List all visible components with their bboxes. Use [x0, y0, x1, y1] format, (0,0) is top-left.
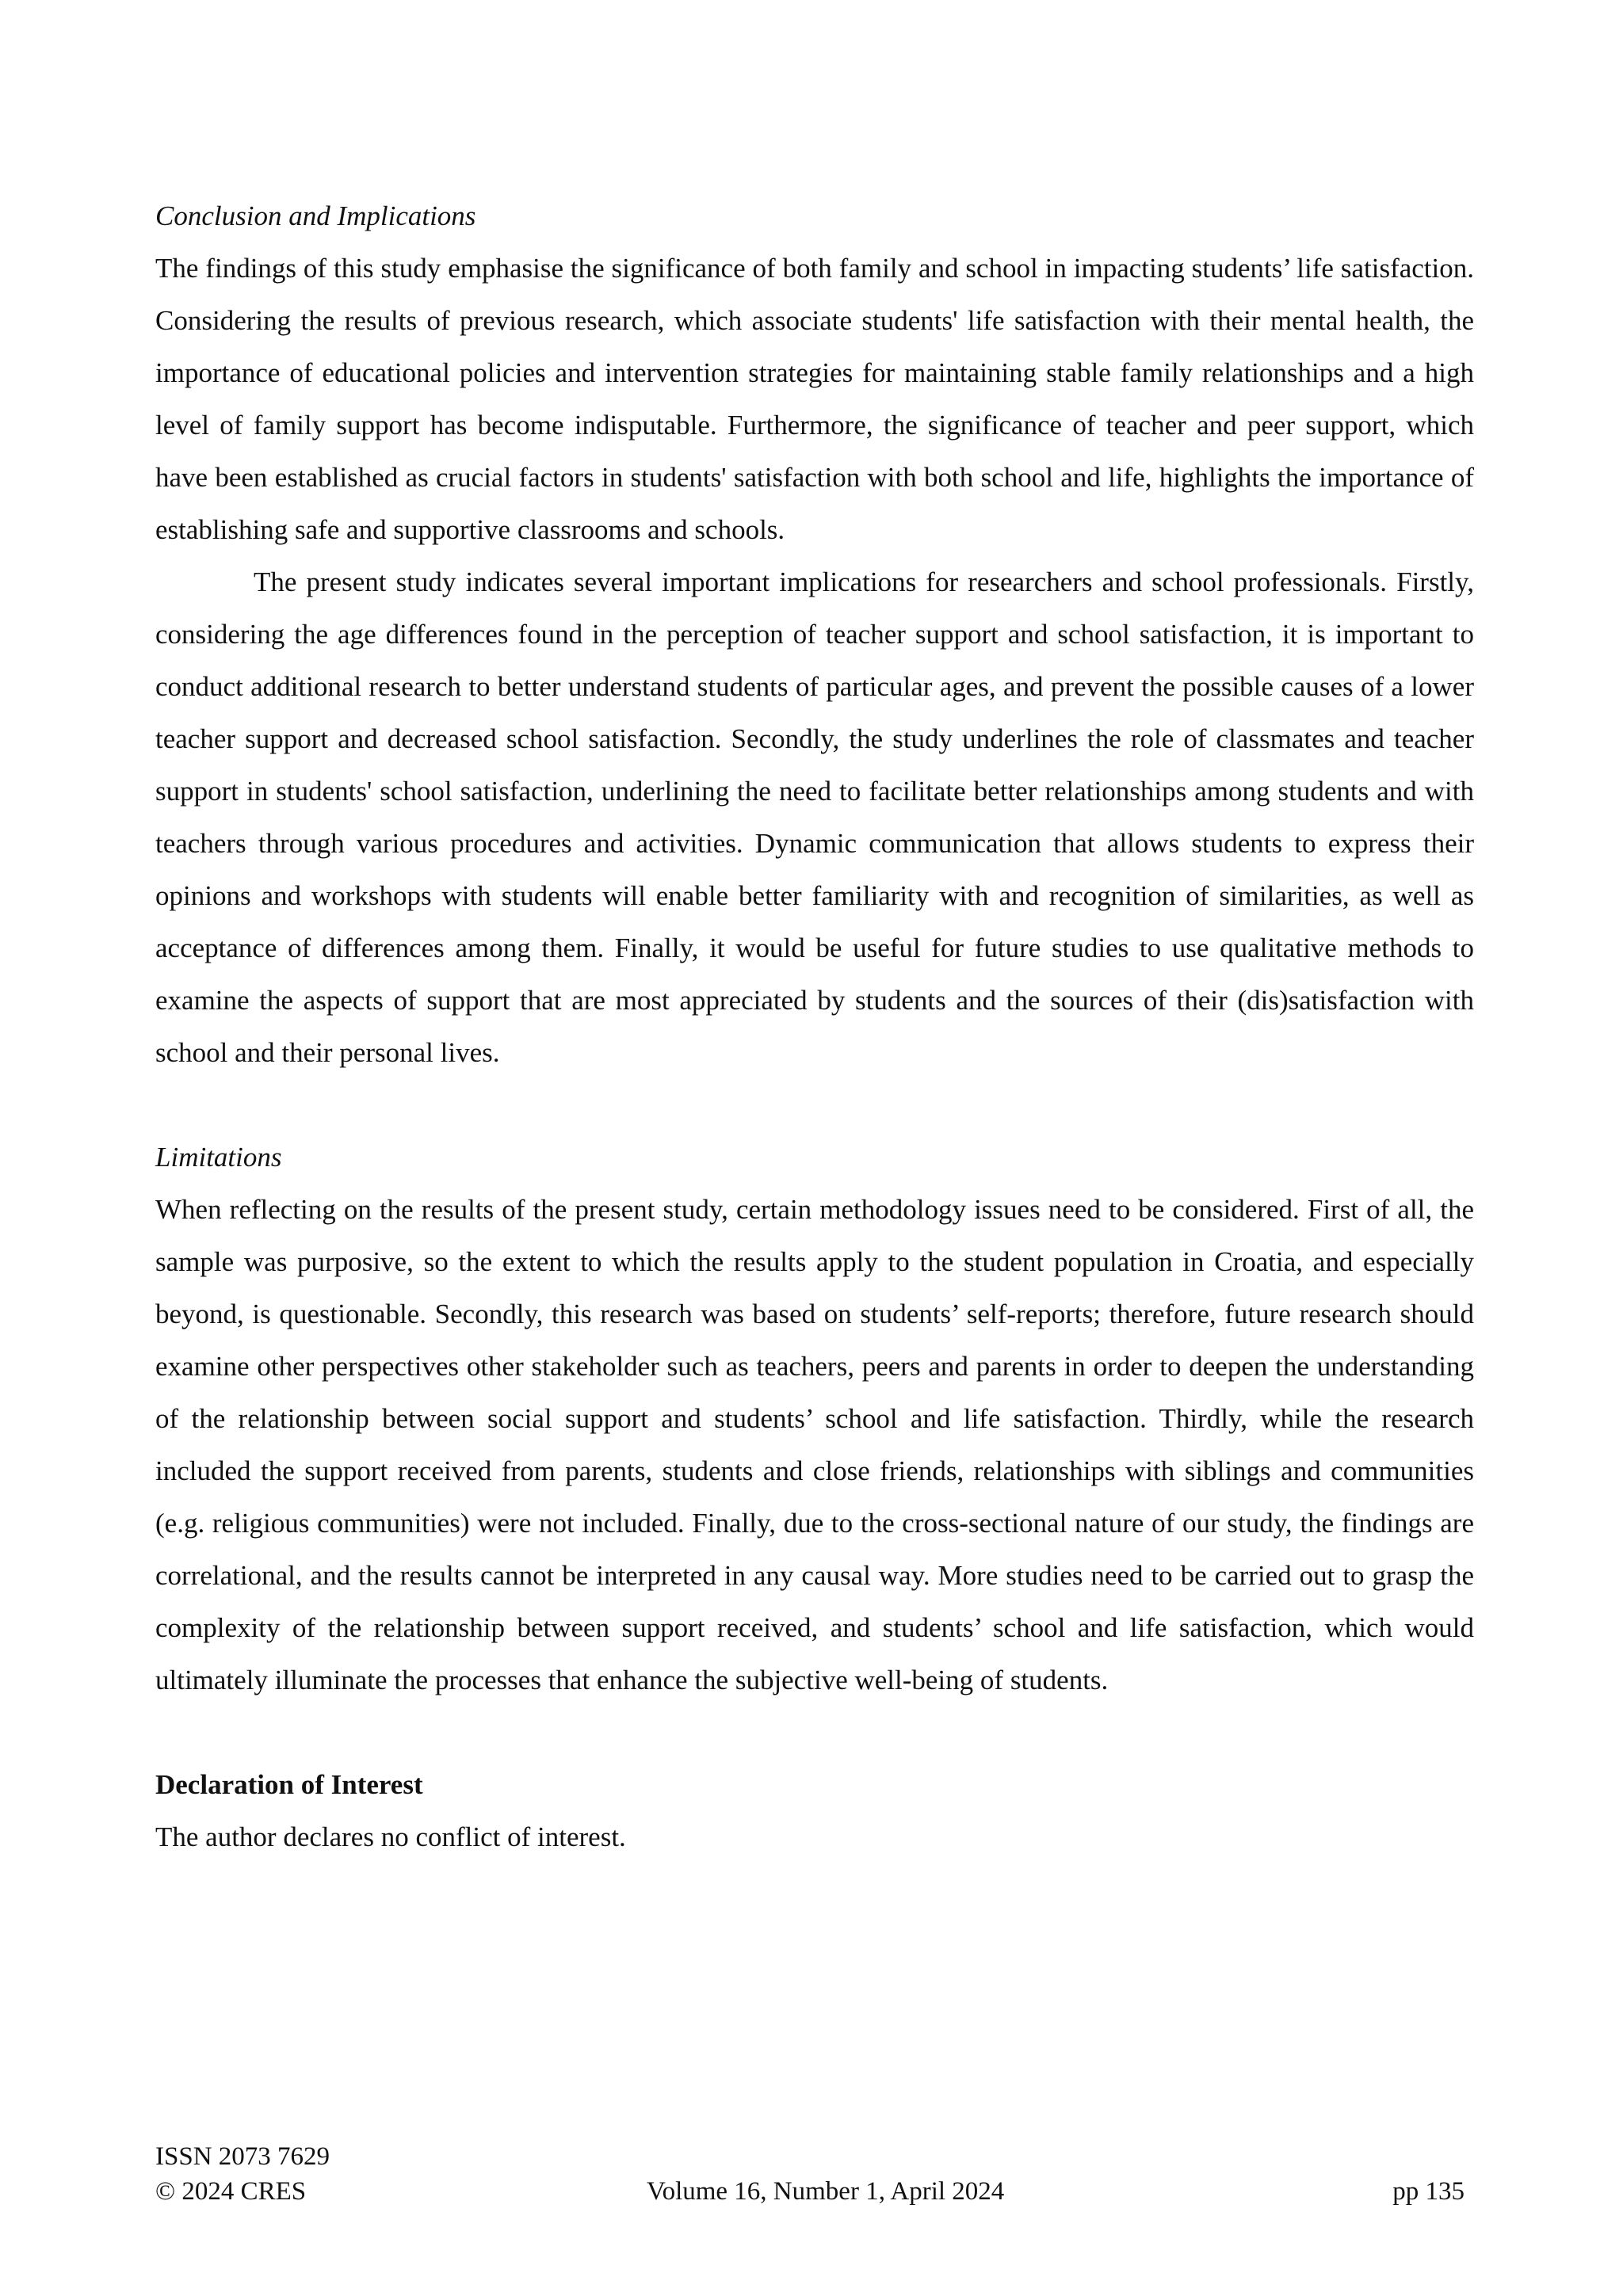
limitations-paragraph: When reflecting on the results of the present study, certain methodology issues need to be considered. First of all, the sample was purposive, so the extent to which the results apply to the student population in Croatia, and especially beyond, is questionable. Secondly, this research was based on students’ self-reports; therefore, future research should examine other perspectives other stakeholder such as teachers, peers and parents in order to deepen the understanding of the relationship between social support and students’ school and life satisfaction. Thirdly, while the research included the support received from parents, students and close friends, relationships with siblings and communities (e.g. religious communities) were not included. Finally, due to the cross-sectional nature of our study, the findings are correlational, and the results cannot be interpreted in any causal way. More studies need to be carried out to grasp the complexity of the relationship between support received, and students’ school and life satisfaction, which would ultimately illuminate the processes that enhance the subjective well-being of students.: [155, 1194, 1474, 1695]
page-body: [155, 190, 1474, 1863]
conclusion-heading: Conclusion and Implications: [155, 200, 476, 231]
footer-volume: Volume 16, Number 1, April 2024: [647, 2177, 1005, 2206]
footer-copyright: © 2024 CRES: [155, 2177, 307, 2206]
declaration-paragraph: The author declares no conflict of interest.: [155, 1821, 626, 1852]
footer-row-main: [155, 2174, 1474, 2209]
section-spacer: [155, 1079, 1474, 1131]
footer-row-issn: [155, 2139, 1474, 2174]
conclusion-paragraph-2: The present study indicates several important implications for researchers and school professionals. Firstly, considering the age differences found in the perception of teacher support and school satisfaction, it is important to conduct additional research to better understand students of particular ages, and prevent the possible causes of a lower teacher support and decreased school satisfaction. Secondly, the study underlines the role of classmates and teacher support in students' school satisfaction, underlining the need to facilitate better relationships among students and with teachers through various procedures and activities. Dynamic communication that allows students to express their opinions and workshops with students will enable better familiarity with and recognition of similarities, as well as acceptance of differences among them. Finally, it would be useful for future studies to use qualitative methods to examine the aspects of support that are most appreciated by students and the sources of their (dis)satisfaction with school and their personal lives.: [155, 566, 1474, 1068]
declaration-heading: Declaration of Interest: [155, 1769, 423, 1800]
conclusion-paragraph-1: The findings of this study emphasise the significance of both family and school in impacting students’ life satisfaction. Considering the results of previous research, which associate students' life satisfaction with their mental health, the importance of educational policies and intervention strategies for maintaining stable family relationships and a high level of family support has become indisputable. Furthermore, the significance of teacher and peer support, which have been established as crucial factors in students' satisfaction with both school and life, highlights the importance of establishing safe and supportive classrooms and schools.: [155, 253, 1474, 545]
limitations-heading: Limitations: [155, 1142, 282, 1173]
footer-page-number: pp 135: [1392, 2177, 1465, 2206]
page-footer: [155, 2139, 1474, 2209]
section-spacer: [155, 1707, 1474, 1759]
footer-issn: ISSN 2073 7629: [155, 2142, 330, 2171]
